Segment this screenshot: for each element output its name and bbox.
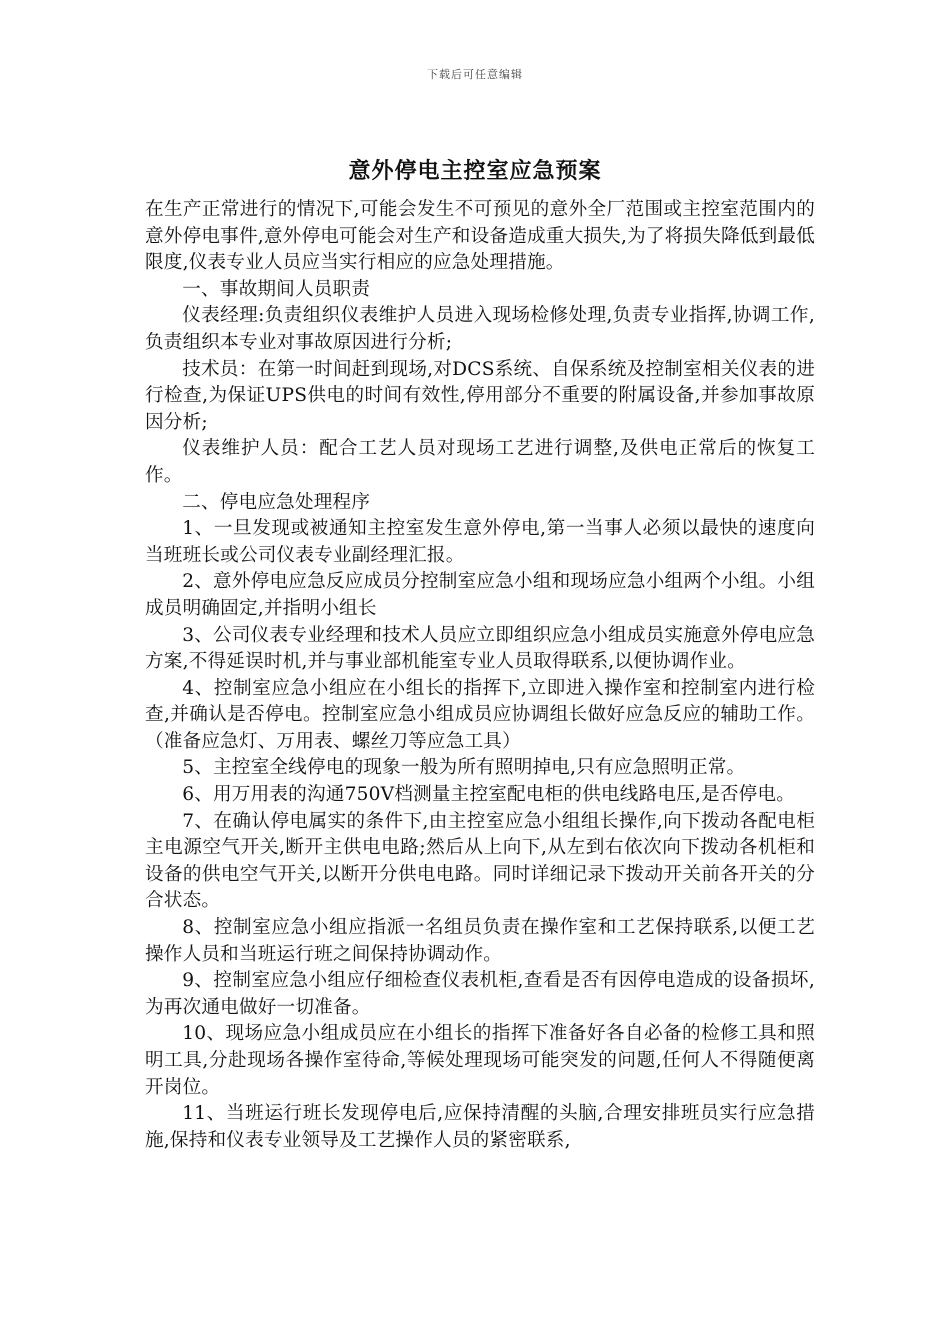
paragraph: 9、控制室应急小组应仔细检查仪表机柜,查看是否有因停电造成的设备损坏,为再次通电做好一切准备。 bbox=[145, 970, 815, 1018]
paragraph: 4、控制室应急小组应在小组长的指挥下,立即进入操作室和控制室内进行检查,并确认是否停电。控制室应急小组成员应协调组长做好应急反应的辅助工作。（准备应急灯、万用表、螺丝刀等应急工具） bbox=[145, 677, 815, 752]
paragraph: 一、事故期间人员职责 bbox=[182, 278, 371, 300]
header-note: 下载后可任意编辑 bbox=[427, 68, 523, 81]
document-body bbox=[145, 197, 815, 1154]
paragraph: 二、停电应急处理程序 bbox=[182, 491, 371, 513]
paragraph: 7、在确认停电属实的条件下,由主控室应急小组组长操作,向下拨动各配电柜主电源空气开关,断开主供电电路;然后从上向下,从左到右依次向下拨动各机柜和设备的供电空气开关,以断开分供电电路。同时详细记录下拨动开关前各开关的分合状态。 bbox=[145, 810, 815, 912]
paragraph: 11、当班运行班长发现停电后,应保持清醒的头脑,合理安排班员实行应急措施,保持和仪表专业领导及工艺操作人员的紧密联系, bbox=[145, 1103, 815, 1151]
paragraph: 8、控制室应急小组应指派一名组员负责在操作室和工艺保持联系,以便工艺操作人员和当班运行班之间保持协调动作。 bbox=[145, 917, 815, 965]
paragraph: 仪表维护人员：配合工艺人员对现场工艺进行调整,及供电正常后的恢复工作。 bbox=[145, 438, 815, 486]
paragraph: 2、意外停电应急反应成员分控制室应急小组和现场应急小组两个小组。小组成员明确固定,并指明小组长 bbox=[145, 571, 815, 619]
paragraph: 技术员：在第一时间赶到现场,对DCS系统、自保系统及控制室相关仪表的进行检查,为保证UPS供电的时间有效性,停用部分不重要的附属设备,并参加事故原因分析; bbox=[145, 358, 815, 433]
paragraph: 6、用万用表的沟通750V档测量主控室配电柜的供电线路电压,是否停电。 bbox=[182, 784, 796, 806]
document-title: 意外停电主控室应急预案 bbox=[348, 159, 602, 184]
paragraph: 1、一旦发现或被通知主控室发生意外停电,第一当事人必须以最快的速度向当班班长或公司仪表专业副经理汇报。 bbox=[145, 518, 815, 566]
paragraph: 在生产正常进行的情况下,可能会发生不可预见的意外全厂范围或主控室范围内的意外停电事件,意外停电可能会对生产和设备造成重大损失,为了将损失降低到最低限度,仪表专业人员应当实行相应的应急处理措施。 bbox=[145, 199, 816, 274]
paragraph: 10、现场应急小组成员应在小组长的指挥下准备好各自必备的检修工具和照明工具,分赴现场各操作室待命,等候处理现场可能突发的问题,任何人不得随便离开岗位。 bbox=[145, 1023, 815, 1098]
paragraph: 5、主控室全线停电的现象一般为所有照明掉电,只有应急照明正常。 bbox=[182, 757, 746, 779]
paragraph: 仪表经理:负责组织仪表维护人员进入现场检修处理,负责专业指挥,协调工作,负责组织本专业对事故原因进行分析; bbox=[145, 305, 815, 353]
paragraph: 3、公司仪表专业经理和技术人员应立即组织应急小组成员实施意外停电应急方案,不得延误时机,并与事业部机能室专业人员取得联系,以便协调作业。 bbox=[145, 624, 815, 673]
